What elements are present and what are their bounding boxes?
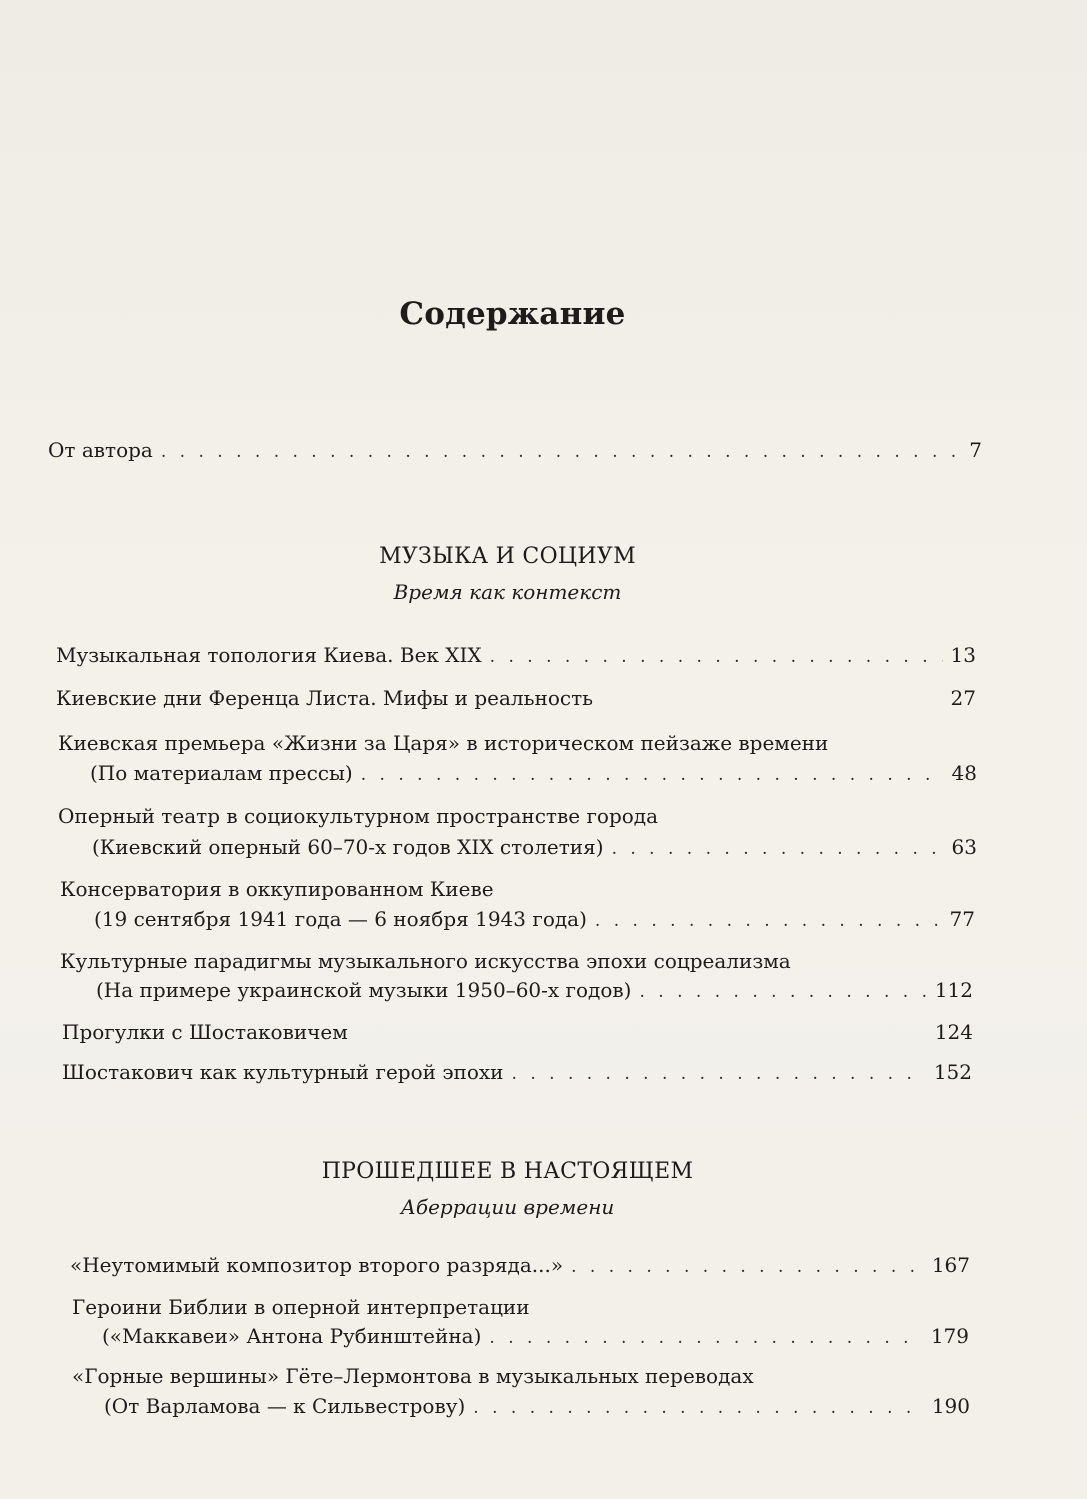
toc-entry-sublabel: (По материалам прессы) [90,761,353,785]
toc-page-number: 124 [934,1020,973,1044]
toc-entry[interactable] [94,907,975,931]
dot-leader [490,647,943,667]
toc-entry-label: Музыкальная топология Киева. Век XIX [56,643,482,667]
toc-entry-label: Киевские дни Ференца Листа. Мифы и реальность [56,686,594,710]
toc-entry[interactable] [92,835,977,859]
section-subtitle: Время как контекст [393,580,622,604]
dot-leader [161,442,961,462]
dot-leader [512,1064,926,1084]
toc-entry[interactable] [96,978,973,1002]
dot-leader [639,982,926,1002]
toc-entry-label[interactable]: Героини Библии в оперной интерпретации [72,1295,530,1319]
toc-page-number: 27 [950,686,976,710]
section-title: ПРОШЕДШЕЕ В НАСТОЯЩЕМ [321,1159,694,1184]
toc-page-number: 112 [934,978,973,1002]
dot-leader [473,1398,924,1418]
section-title: МУЗЫКА И СОЦИУМ [379,544,636,569]
dot-leader [612,839,944,859]
toc-entry-sublabel: (19 сентября 1941 года — 6 ноября 1943 года) [94,907,587,931]
dot-leader [595,911,942,931]
toc-page-number: 77 [949,907,975,931]
toc-entry-sublabel: («Маккавеи» Антона Рубинштейна) [102,1324,482,1348]
toc-entry[interactable] [56,686,976,710]
toc-page-number: 13 [950,643,976,667]
toc-entry-label[interactable]: Консерватория в оккупированном Киеве [60,877,494,901]
toc-entry-label[interactable]: Культурные парадигмы музыкального искусства эпохи соцреализма [60,949,791,973]
toc-entry[interactable] [90,761,977,785]
toc-page-number: 7 [969,438,982,462]
page-title: Содержание [399,296,626,332]
dot-leader [571,1257,924,1277]
toc-entry-label[interactable]: «Горные вершины» Гёте–Лермонтова в музыкальных переводах [72,1364,754,1388]
toc-entry-sublabel: (От Варламова — к Сильвестрову) [104,1394,466,1418]
toc-entry-label: Шостакович как культурный герой эпохи [62,1060,504,1084]
toc-entry-sublabel: (На примере украинской музыки 1950–60-х годов) [96,978,632,1002]
section-subtitle: Аберрации времени [400,1195,615,1219]
toc-page-number: 167 [931,1253,970,1277]
toc-page-number: 48 [951,761,977,785]
toc-page-number: 63 [951,835,977,859]
toc-entry[interactable] [62,1020,973,1044]
toc-entry-label[interactable]: Оперный театр в социокультурном пространстве города [58,804,659,828]
toc-page-number: 179 [930,1324,969,1348]
dot-leader [489,1328,922,1348]
toc-entry-label: От автора [48,438,153,462]
toc-entry-sublabel: (Киевский оперный 60–70-х годов XIX столетия) [92,835,604,859]
toc-entry[interactable] [62,1060,972,1084]
dot-leader [361,765,944,785]
toc-entry-label[interactable]: Киевская премьера «Жизни за Царя» в историческом пейзаже времени [58,731,829,755]
toc-entry[interactable] [70,1253,970,1277]
toc-entry[interactable] [56,643,976,667]
toc-page-number: 190 [931,1394,970,1418]
toc-entry[interactable] [102,1324,969,1348]
toc-entry-intro[interactable] [48,438,982,462]
toc-entry[interactable] [104,1394,970,1418]
toc-entry-label: Прогулки с Шостаковичем [62,1020,348,1044]
toc-page-number: 152 [933,1060,972,1084]
toc-entry-label: «Неутомимый композитор второго разряда...» [70,1253,564,1277]
